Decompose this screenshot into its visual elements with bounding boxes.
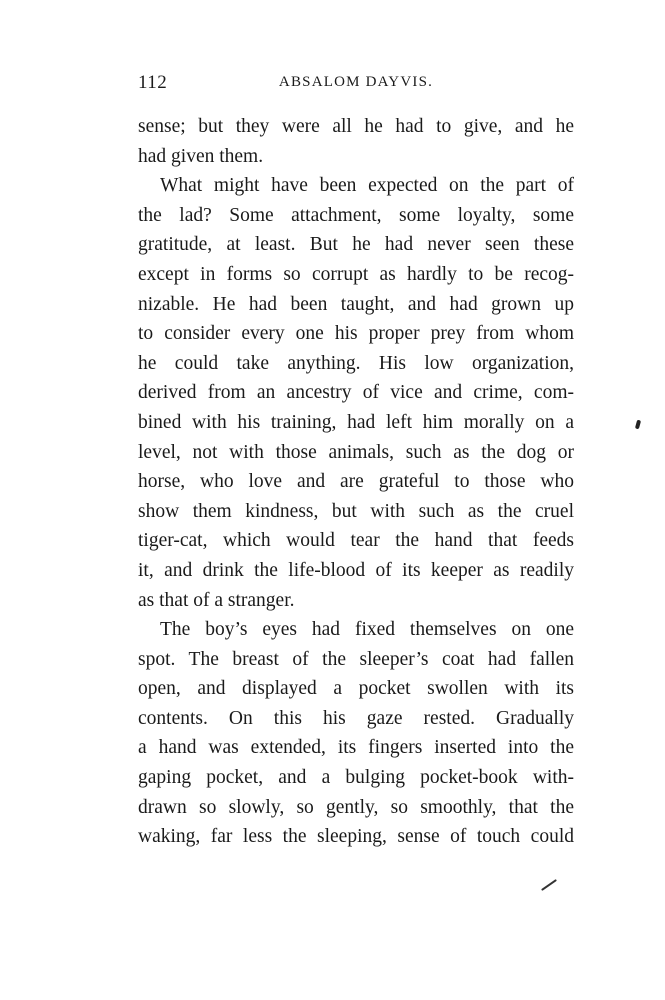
text-line: the lad? Some attachment, some loyalty, some xyxy=(138,204,574,226)
text-line: it, and drink the life-blood of its keeper as readily xyxy=(138,559,574,581)
text-line: gratitude, at least. But he had never seen these xyxy=(138,234,574,256)
page-header xyxy=(138,72,574,96)
ink-speck xyxy=(635,420,641,430)
text-line: to consider every one his proper prey from whom xyxy=(138,323,574,345)
text-line: tiger-cat, which would tear the hand that feeds xyxy=(138,530,574,552)
text-line: a hand was extended, its fingers inserted into the xyxy=(138,737,574,759)
text-line: contents. On this his gaze rested. Gradually xyxy=(138,707,574,729)
text-line: horse, who love and are grateful to those who xyxy=(138,471,574,493)
text-line: he could take anything. His low organization, xyxy=(138,352,574,374)
text-line: level, not with those animals, such as the dog or xyxy=(138,441,574,463)
text-line: had given them. xyxy=(138,145,264,167)
page-number: 112 xyxy=(138,72,168,93)
text-line: drawn so slowly, so gently, so smoothly, that the xyxy=(138,796,574,818)
text-line: waking, far less the sleeping, sense of touch could xyxy=(138,826,574,848)
text-line: as that of a stranger. xyxy=(138,589,295,611)
body-text xyxy=(138,112,574,852)
text-line: show them kindness, but with such as the cruel xyxy=(138,500,574,522)
text-line: except in forms so corrupt as hardly to be recog- xyxy=(138,263,574,285)
text-line: The boy’s eyes had fixed themselves on one xyxy=(160,619,574,641)
text-line: gaping pocket, and a bulging pocket-book with- xyxy=(138,767,574,789)
text-line: derived from an ancestry of vice and crime, com- xyxy=(138,382,574,404)
text-line: sense; but they were all he had to give, and he xyxy=(138,116,574,137)
text-line: spot. The breast of the sleeper’s coat had fallen xyxy=(138,648,574,670)
text-line: nizable. He had been taught, and had grown up xyxy=(138,293,574,315)
text-line: open, and displayed a pocket swollen with its xyxy=(138,678,574,700)
text-line: bined with his training, had left him morally on a xyxy=(138,411,574,433)
pencil-mark xyxy=(541,879,557,891)
text-line: What might have been expected on the part of xyxy=(160,175,574,197)
running-title: ABSALOM DAYVIS. xyxy=(278,74,434,90)
